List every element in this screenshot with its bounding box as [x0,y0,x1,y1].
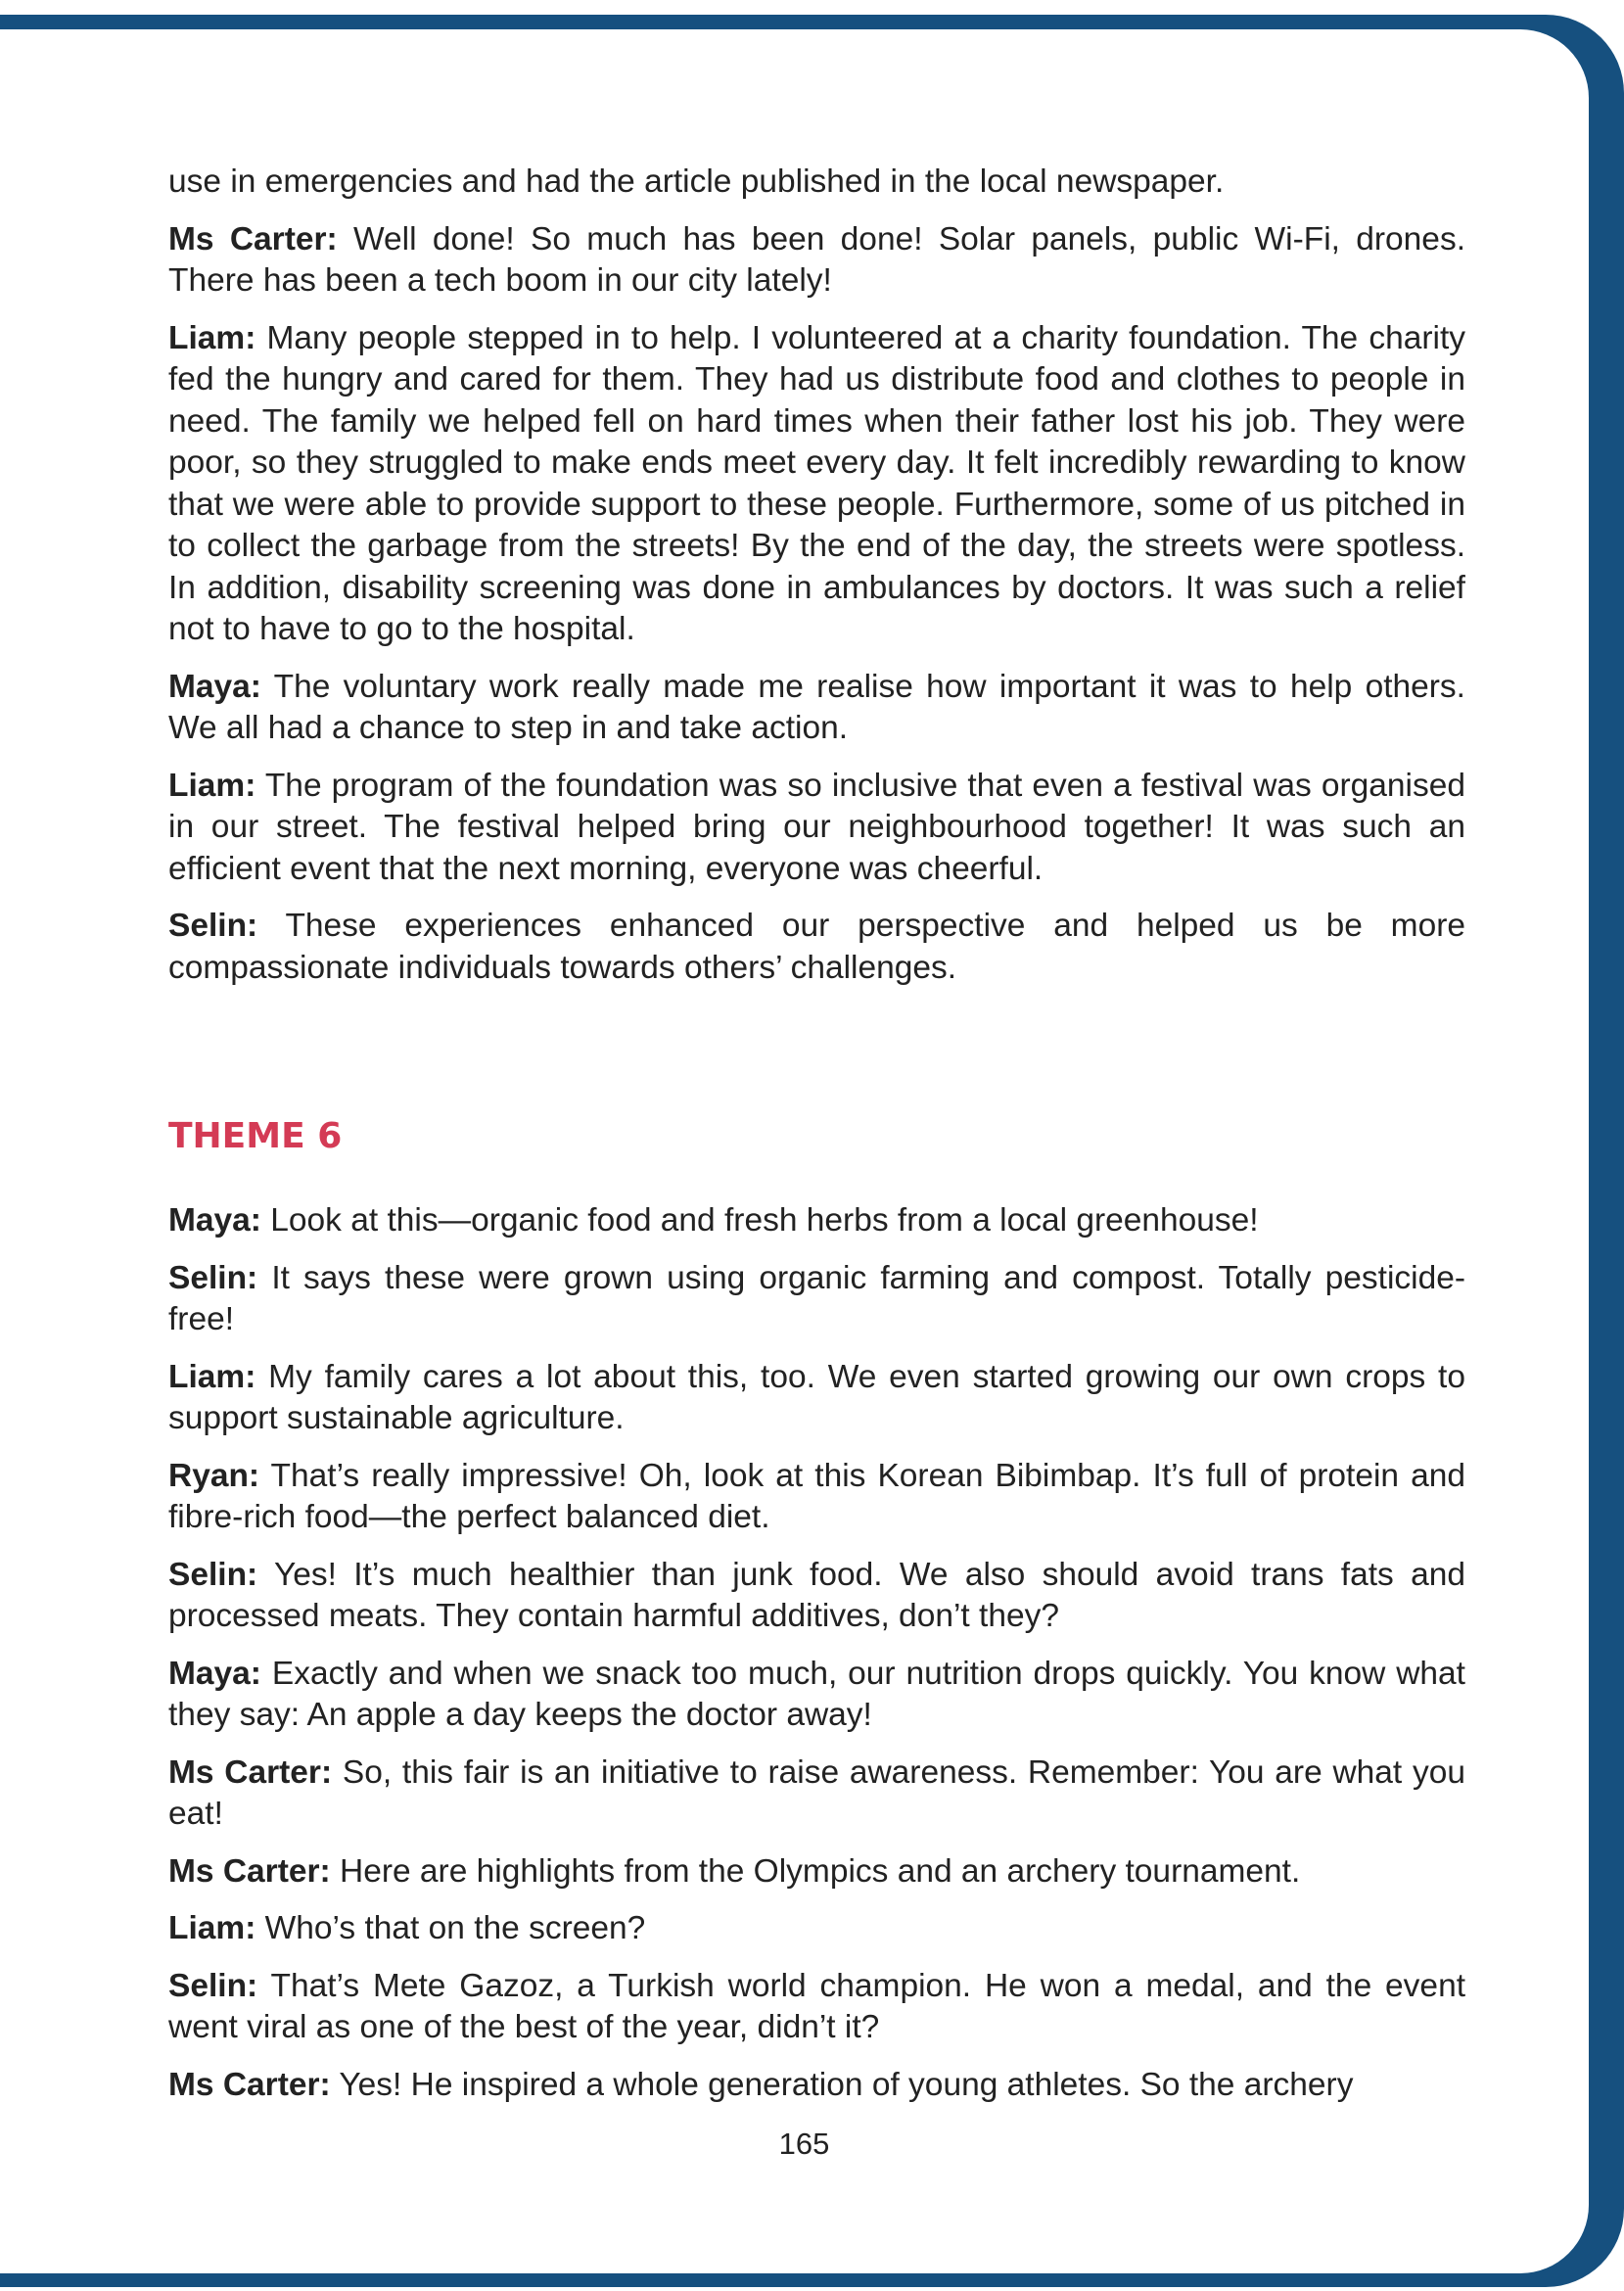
dialogue-line [168,219,1465,303]
dialogue-text: My family cares a lot about this, too. We even started growing our own crops to support sustainable agriculture. [168,1358,1465,1436]
speaker-name: Ryan: [168,1457,260,1494]
dialogue-line [168,1966,1465,2049]
dialogue-line [168,1753,1465,1836]
speaker-name: Liam: [168,319,256,356]
dialogue-text: Many people stepped in to help. I volunteered at a charity foundation. The charity fed the hungry and cared for them. They had us distribute food and clothes to people in need. The family we helped fell on hard times when their father lost his job. They were poor, so they struggled to make ends meet every day. It felt incredibly rewarding to know that we were able to provide support to these people. Furthermore, some of us pitched in to collect the garbage from the streets! By the end of the day, the streets were spotless. In addition, disability screening was done in ambulances by doctors. It was such a relief not to have to go to the hospital. [168,319,1465,647]
intro-line: use in emergencies and had the article published in the local newspaper. [168,164,1225,200]
speaker-name: Ms Carter: [168,1852,331,1890]
dialogue-text: That’s really impressive! Oh, look at this Korean Bibimbap. It’s full of protein and fibre-rich food—the perfect balanced diet. [168,1457,1466,1535]
speaker-name: Liam: [168,767,256,804]
speaker-name: Liam: [168,1910,256,1946]
dialogue-line [168,1555,1465,1638]
dialogue-text: The voluntary work really made me realise how important it was to help others. We all had a chance to step in and take action. [168,668,1465,746]
dialogue-text: Who’s that on the screen? [264,1910,646,1946]
dialogue-text: It says these were grown using organic farming and compost. Totally pesticide-free! [168,1259,1465,1337]
theme-heading: THEME 6 [168,1116,343,1156]
speaker-name: Selin: [168,908,258,944]
dialogue-section-2 [168,1200,1465,2106]
dialogue-line [168,1456,1465,1539]
dialogue-text: Yes! He inspired a whole generation of young athletes. So the archery [339,2066,1354,2103]
dialogue-line [168,2065,1465,2107]
dialogue-text: Yes! It’s much healthier than junk food. We also should avoid trans fats and processed meats. They contain harmful additives, don’t they? [168,1556,1466,1634]
speaker-name: Maya: [168,668,261,705]
page-content [168,162,1465,2122]
dialogue-line [168,766,1465,891]
speaker-name: Selin: [168,1259,258,1296]
dialogue-line [168,318,1465,651]
dialogue-text: Look at this—organic food and fresh herbs from a local greenhouse! [270,1202,1259,1239]
dialogue-text: Exactly and when we snack too much, our nutrition drops quickly. You know what they say: An apple a day keeps the doctor away! [168,1655,1465,1733]
dialogue-text: These experiences enhanced our perspective and helped us be more compassionate individuals towards others’ challenges. [168,908,1465,986]
dialogue-text: That’s Mete Gazoz, a Turkish world champion. He won a medal, and the event went viral as one of the best of the year, didn’t it? [168,1967,1466,2045]
dialogue-line [168,1654,1465,1737]
speaker-name: Ms Carter: [168,1753,333,1791]
dialogue-line [168,1258,1465,1341]
dialogue-text: Well done! So much has been done! Solar panels, public Wi-Fi, drones. There has been a tech boom in our city lately! [168,220,1465,299]
page-number [0,2127,1624,2162]
page-frame-bottom [0,2273,1527,2287]
dialogue-line [168,1357,1465,1440]
dialogue-text: Here are highlights from the Olympics and an archery tournament. [340,1852,1301,1890]
dialogue-line [168,667,1465,750]
speaker-name: Maya: [168,1655,261,1692]
speaker-name: Liam: [168,1358,256,1395]
speaker-name: Maya: [168,1202,261,1239]
dialogue-line [168,1908,1465,1950]
dialogue-section-1 [168,219,1465,990]
dialogue-text: The program of the foundation was so inclusive that even a festival was organised in our street. The festival helped bring our neighbourhood together! It was such an efficient event that the next morning, everyone was cheerful. [168,767,1465,887]
page-frame-top [0,15,1527,29]
dialogue-line [168,906,1465,989]
dialogue-line [168,1851,1465,1894]
speaker-name: Ms Carter: [168,220,338,257]
speaker-name: Ms Carter: [168,2066,331,2103]
page-number-text: 165 [778,2127,830,2161]
dialogue-line [168,1200,1465,1242]
speaker-name: Selin: [168,1967,258,2004]
dialogue-text: So, this fair is an initiative to raise awareness. Remember: You are what you eat! [168,1753,1465,1832]
speaker-name: Selin: [168,1556,258,1593]
